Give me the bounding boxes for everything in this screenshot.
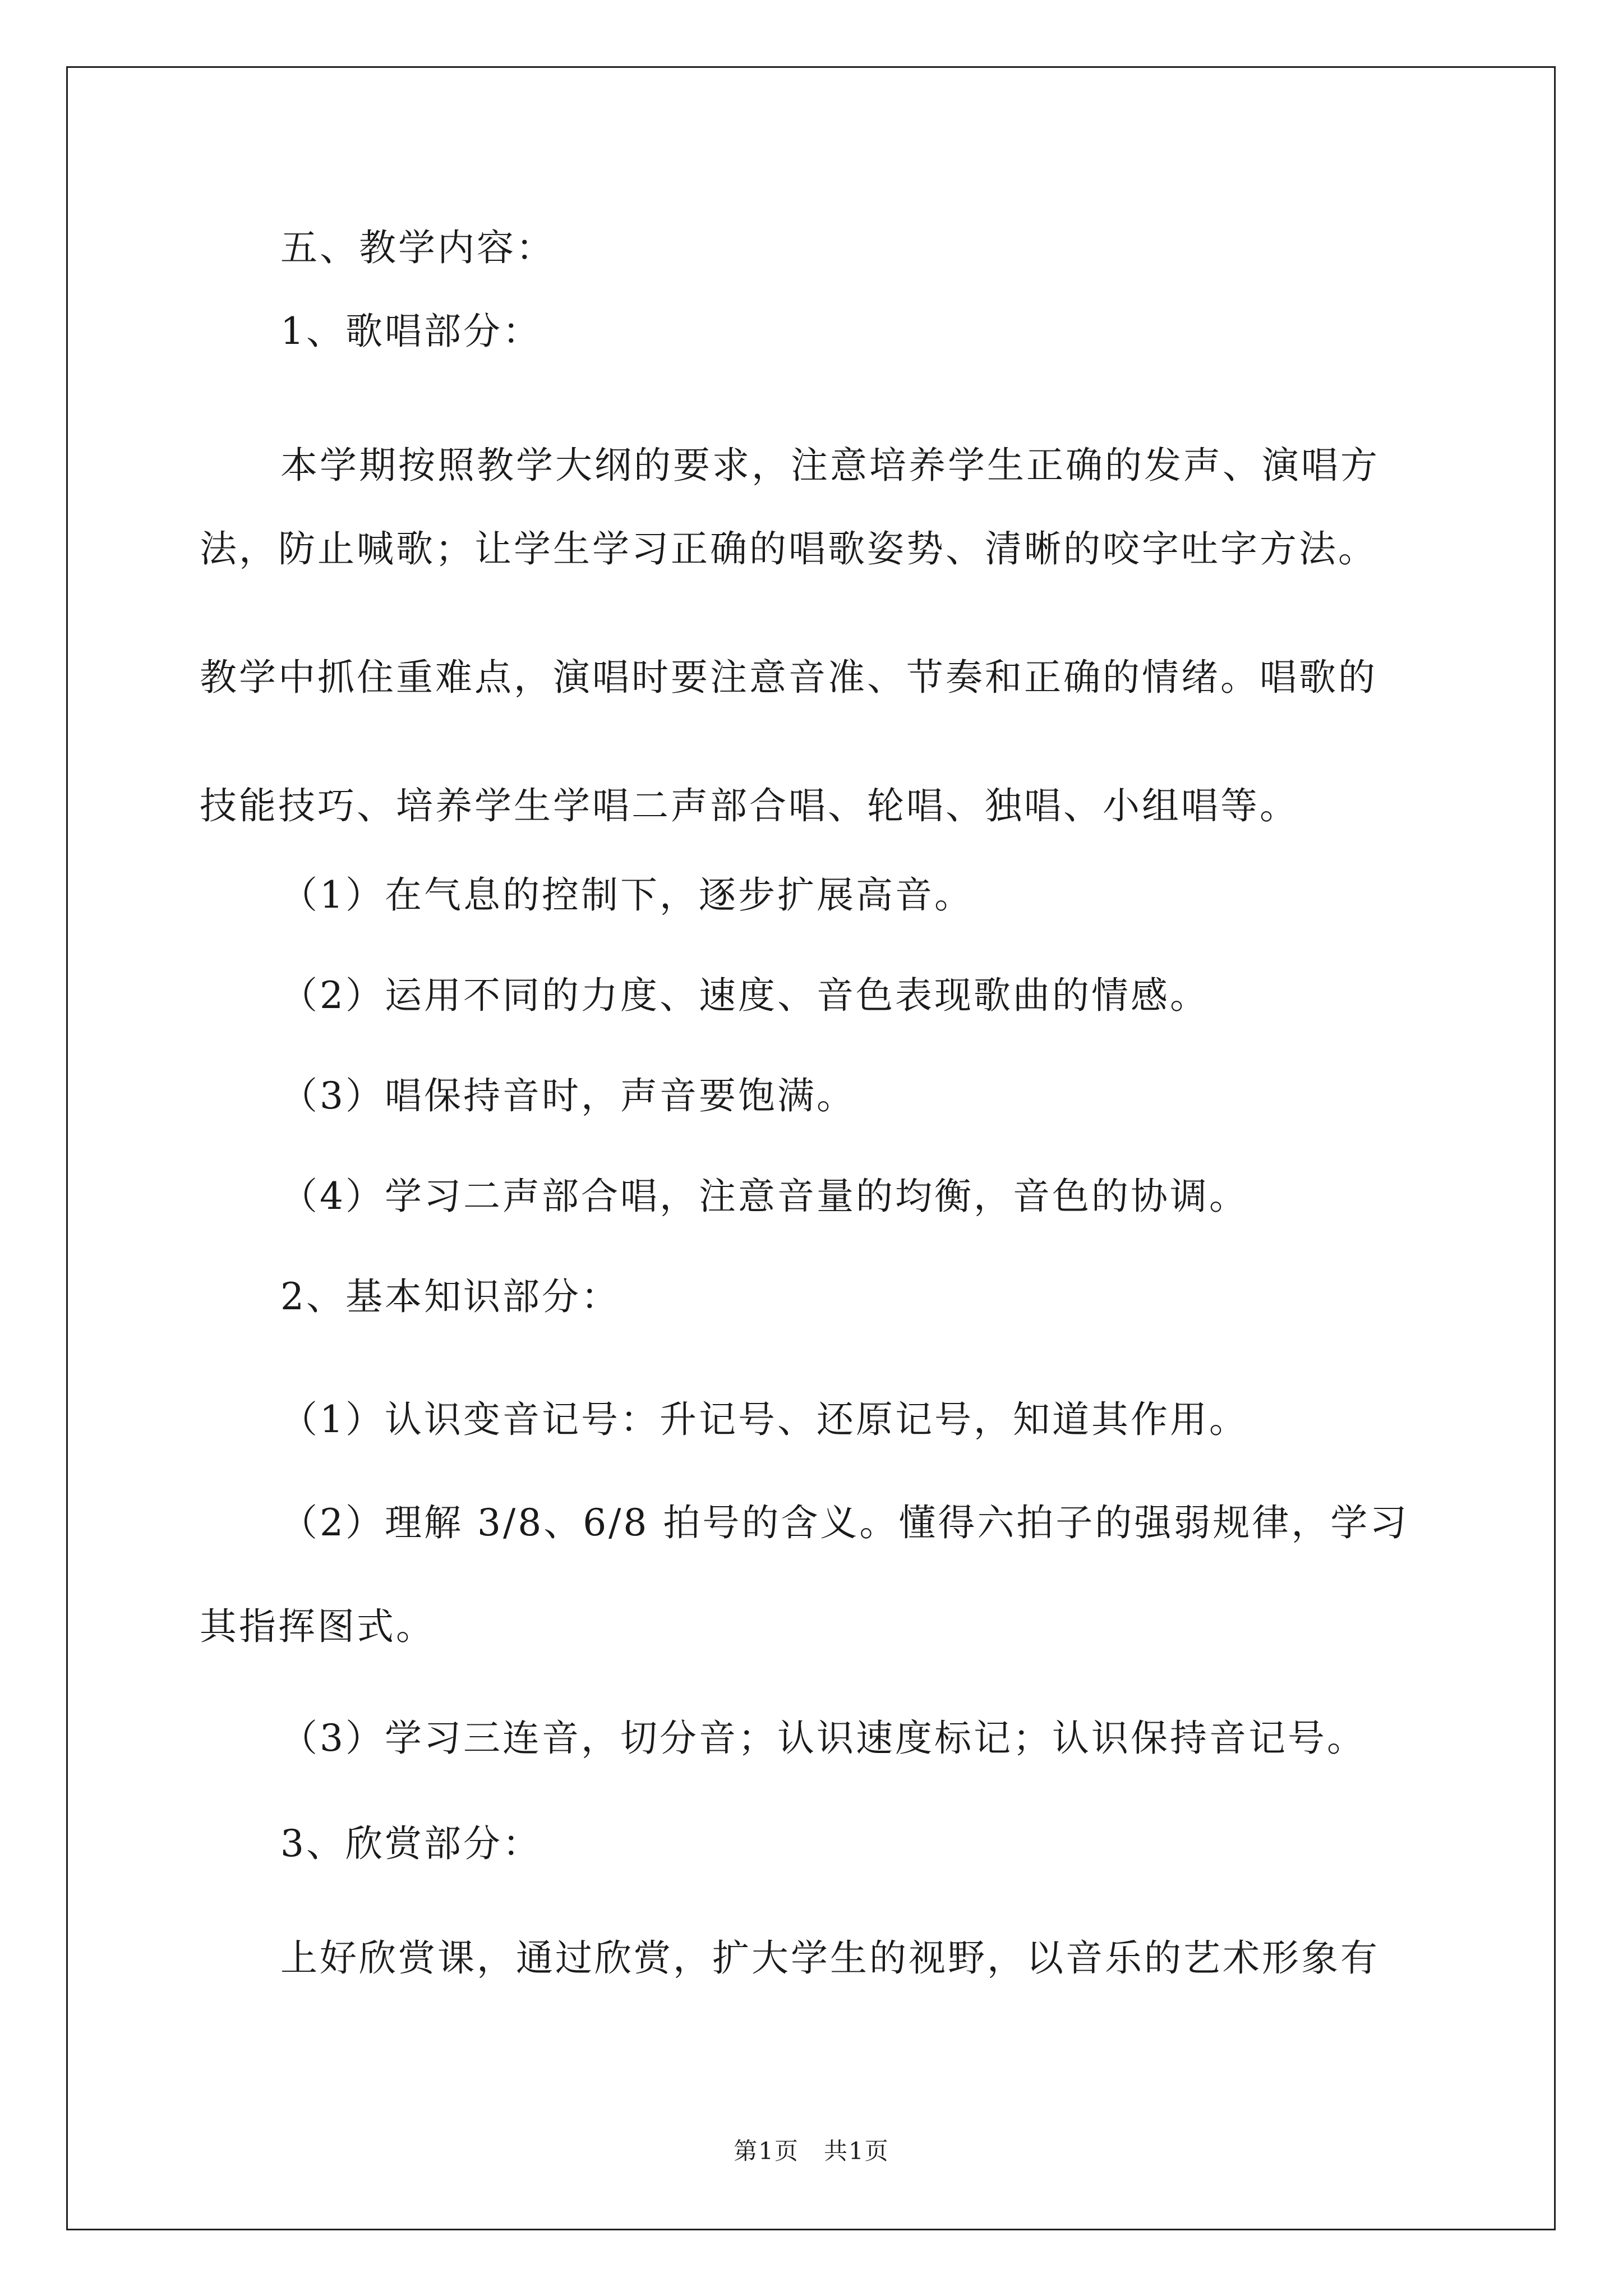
page-border [66, 66, 1556, 2230]
paragraph-line: 上好欣赏课，通过欣赏，扩大学生的视野，以音乐的艺术形象有 [280, 1936, 1380, 1980]
subsection-heading-basic-knowledge: 2、基本知识部分： [280, 1275, 620, 1318]
list-item: （3）学习三连音，切分音；认识速度标记；认识保持音记号。 [280, 1717, 1366, 1760]
list-item: （1）在气息的控制下，逐步扩展高音。 [280, 873, 974, 917]
subsection-heading-appreciation: 3、欣赏部分： [280, 1822, 542, 1865]
list-item: （2）理解 3/8、6/8 拍号的含义。懂得六拍子的强弱规律，学习 [280, 1501, 1409, 1544]
paragraph-line: 法，防止喊歌；让学生学习正确的唱歌姿势、清晰的咬字吐字方法。 [200, 527, 1377, 570]
list-item: （1）认识变音记号：升记号、还原记号，知道其作用。 [280, 1398, 1248, 1441]
page-footer: 第1页 共1页 [734, 2137, 889, 2165]
paragraph-line: 技能技巧、培养学生学唱二声部合唱、轮唱、独唱、小组唱等。 [200, 784, 1299, 827]
paragraph-line: 本学期按照教学大纲的要求，注意培养学生正确的发声、演唱方 [280, 444, 1380, 487]
list-item: （3）唱保持音时，声音要饱满。 [280, 1074, 856, 1117]
paragraph-line: 其指挥图式。 [200, 1605, 435, 1648]
paragraph-line: 教学中抓住重难点，演唱时要注意音准、节奏和正确的情绪。唱歌的 [200, 656, 1377, 699]
subsection-heading-singing: 1、歌唱部分： [280, 310, 542, 353]
list-item: （4）学习二声部合唱，注意音量的均衡，音色的协调。 [280, 1175, 1248, 1218]
list-item: （2）运用不同的力度、速度、音色表现歌曲的情感。 [280, 974, 1209, 1017]
section-heading-teaching-content: 五、教学内容： [280, 226, 555, 269]
